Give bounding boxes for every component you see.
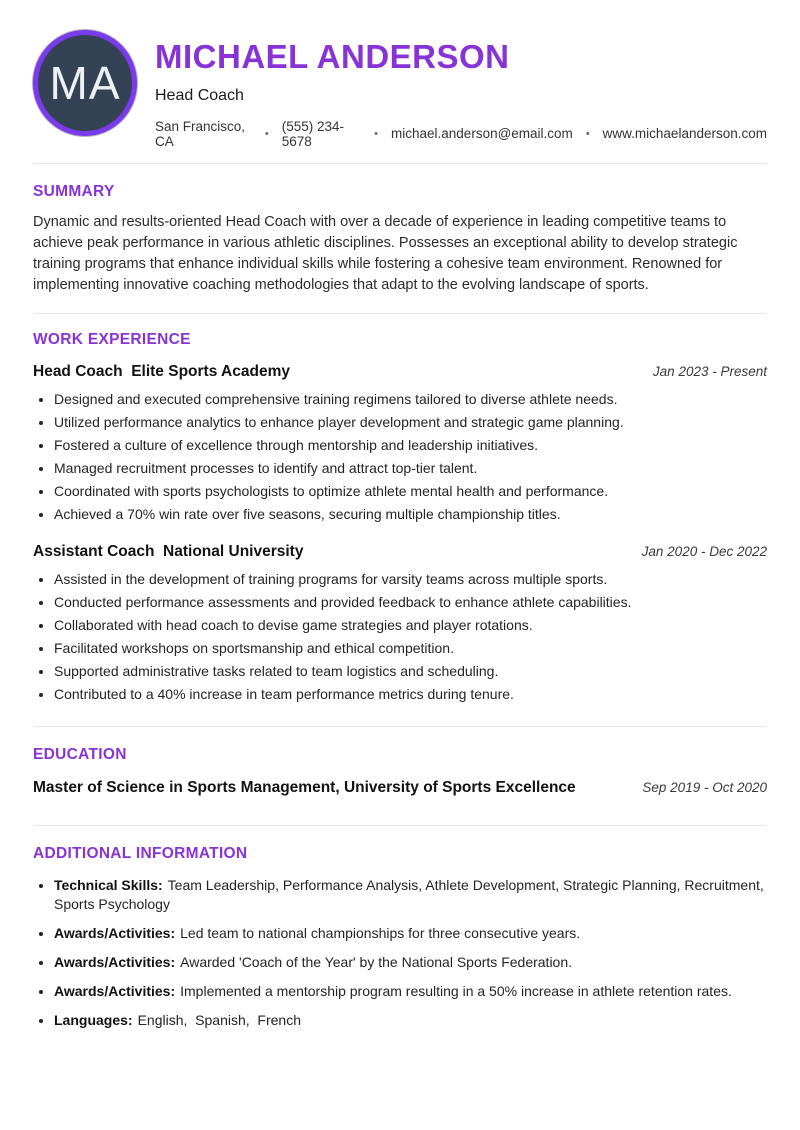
additional-info-item — [54, 876, 767, 914]
job-header — [33, 543, 767, 561]
additional-info-item — [54, 982, 767, 1001]
bullet-separator-icon: • — [264, 127, 269, 140]
job-header — [33, 363, 767, 381]
job-entry — [33, 363, 767, 524]
additional-item-text: Team Leadership, Performance Analysis, Athlete Development, Strategic Planning, Recruitment, Sports Psychology — [54, 876, 768, 912]
job-bullet-list — [33, 390, 767, 524]
job-title: Head Coach Elite Sports Academy — [33, 362, 290, 380]
avatar-initials: MA — [49, 57, 121, 109]
resume-header — [33, 30, 767, 149]
job-bullet: • Facilitated workshops on sportsmanship and ethical competition. — [54, 639, 767, 658]
contact-location: San Francisco, CA — [155, 118, 246, 149]
job-bullet: • Supported administrative tasks related to team logistics and scheduling. — [54, 662, 767, 681]
additional-item-label: Awards/Activities: — [54, 953, 176, 970]
job-bullet: • Coordinated with sports psychologists to optimize athlete mental health and performance. — [54, 482, 767, 501]
contact-email: michael.anderson@email.com — [391, 126, 573, 142]
additional-item-text: English, Spanish, French — [137, 1011, 301, 1028]
job-bullet: • Collaborated with head coach to devise game strategies and player rotations. — [54, 616, 767, 635]
section-education — [33, 727, 767, 797]
job-bullet: • Managed recruitment processes to identify and attract top-tier talent. — [54, 459, 767, 478]
contact-row — [155, 119, 767, 149]
job-bullet: • Assisted in the development of training programs for varsity teams across multiple sports. — [54, 570, 767, 589]
additional-item-text: Led team to national championships for three consecutive years. — [180, 924, 581, 941]
summary-text: Dynamic and results-oriented Head Coach with over a decade of experience in leading competitive teams to achieve peak performance in various athletic disciplines. Possesses an exceptional ability to develop strategic training programs that enhance individual skills while fostering a cohesive team environment. Renowned for implementing innovative coaching methodologies that adapt to the evolving landscape of sports. — [33, 213, 738, 293]
education-entry — [33, 779, 767, 797]
bullet-separator-icon: • — [374, 127, 379, 140]
section-additional-information — [33, 826, 767, 1030]
job-bullet: • Fostered a culture of excellence through mentorship and leadership initiatives. — [54, 436, 767, 455]
job-dates: Jan 2020 - Dec 2022 — [641, 543, 767, 559]
job-bullet: • Conducted performance assessments and provided feedback to enhance athlete capabilities. — [54, 593, 767, 612]
contact-website: www.michaelanderson.com — [602, 126, 767, 142]
additional-info-item — [54, 1011, 767, 1030]
job-bullet: • Designed and executed comprehensive training regimens tailored to diverse athlete needs. — [54, 390, 767, 409]
contact-phone: (555) 234-5678 — [281, 118, 344, 149]
section-heading-summary: SUMMARY — [33, 182, 115, 200]
additional-item-label: Awards/Activities: — [54, 982, 176, 999]
job-dates: Jan 2023 - Present — [652, 363, 767, 379]
section-heading-work-experience: WORK EXPERIENCE — [33, 330, 191, 348]
additional-item-label: Languages: — [54, 1011, 133, 1028]
additional-info-item — [54, 953, 767, 972]
additional-item-text: Awarded 'Coach of the Year' by the National Sports Federation. — [180, 953, 573, 970]
job-bullet: • Contributed to a 40% increase in team performance metrics during tenure. — [54, 685, 767, 704]
additional-item-text: Implemented a mentorship program resulting in a 50% increase in athlete retention rates. — [180, 982, 732, 999]
education-degree: Master of Science in Sports Management, University of Sports Excellence — [33, 778, 576, 796]
section-summary — [33, 164, 767, 296]
education-dates: Sep 2019 - Oct 2020 — [642, 779, 767, 795]
additional-item-label: Technical Skills: — [54, 876, 163, 893]
candidate-name: MICHAEL ANDERSON — [155, 38, 510, 75]
header-text — [155, 30, 767, 149]
additional-info-list — [33, 876, 767, 1030]
job-entry — [33, 543, 767, 704]
avatar — [33, 30, 137, 136]
additional-item-label: Awards/Activities: — [54, 924, 176, 941]
section-work-experience — [33, 314, 767, 704]
additional-info-item — [54, 924, 767, 943]
section-heading-additional-information: ADDITIONAL INFORMATION — [33, 844, 248, 862]
job-bullet-list — [33, 570, 767, 704]
job-bullet: • Utilized performance analytics to enhance player development and strategic game planning. — [54, 413, 767, 432]
bullet-separator-icon: • — [585, 127, 590, 140]
candidate-title: Head Coach — [155, 86, 244, 104]
job-title: Assistant Coach National University — [33, 542, 304, 560]
job-bullet: • Achieved a 70% win rate over five seasons, securing multiple championship titles. — [54, 505, 767, 524]
section-heading-education: EDUCATION — [33, 745, 127, 763]
